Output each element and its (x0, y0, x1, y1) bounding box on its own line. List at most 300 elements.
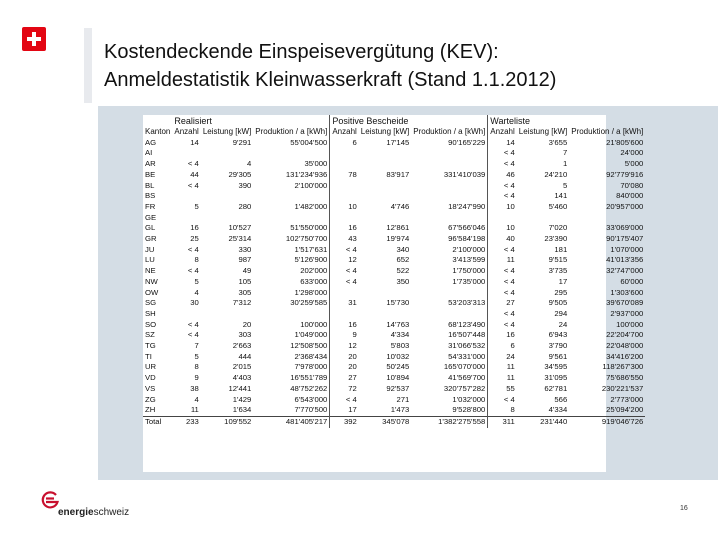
column-header: Produktion / a [kWh] (571, 127, 644, 136)
value-cell: 2'015 (232, 362, 252, 372)
value-cell: 7'020 (548, 223, 568, 233)
value-cell: 1'303'600 (610, 287, 644, 297)
value-cell (359, 309, 411, 320)
value-cell (411, 148, 488, 159)
total-value-cell: 1'382'275'558 (411, 416, 488, 427)
value-cell: 10 (488, 202, 517, 213)
value-cell: 350 (396, 276, 410, 286)
table-row (143, 384, 645, 395)
value-cell (330, 191, 359, 202)
value-cell: < 4 (488, 181, 517, 192)
table-row (143, 148, 645, 159)
value-cell: 230'221'537 (601, 383, 644, 393)
value-cell (172, 191, 200, 202)
logo-word-schweiz: schweiz (93, 507, 130, 518)
value-cell: 4'403 (232, 373, 252, 383)
value-cell: 9'561 (548, 351, 568, 361)
value-cell: 20'957'000 (606, 201, 644, 211)
value-cell: 22'204'700 (606, 330, 644, 340)
value-cell: 16 (190, 223, 199, 233)
value-cell: 4 (247, 159, 252, 169)
value-cell: 43 (330, 234, 359, 245)
value-cell (411, 288, 488, 299)
canton-cell: NW (145, 276, 158, 286)
value-cell: 165'070'000 (443, 362, 486, 372)
canton-cell: BS (145, 191, 156, 201)
value-cell: 5 (194, 276, 199, 286)
value-cell: 444 (238, 351, 252, 361)
table-body (143, 138, 645, 428)
value-cell: 90'165'229 (448, 137, 486, 147)
table-row (143, 352, 645, 363)
value-cell: < 4 (330, 395, 359, 406)
value-cell: 62'781 (544, 383, 568, 393)
value-cell: 390 (238, 180, 252, 190)
title-line-2: Anmeldestatistik Kleinwasserkraft (Stand 1.1.2012) (104, 69, 557, 91)
value-cell: 20 (242, 319, 252, 329)
value-cell (201, 213, 253, 224)
value-cell: 24 (558, 319, 568, 329)
value-cell: 23'390 (544, 234, 568, 244)
value-cell: 9'515 (548, 255, 568, 265)
canton-cell: AI (145, 148, 153, 158)
group-header-warteliste: Warteliste (488, 115, 645, 127)
value-cell: 16'507'448 (448, 330, 486, 340)
value-cell (253, 148, 330, 159)
value-cell: 83'917 (386, 169, 410, 179)
value-cell (201, 191, 253, 202)
value-cell: < 4 (187, 319, 199, 329)
swiss-coat-of-arms-icon (22, 27, 46, 51)
value-cell: 2'663 (232, 341, 252, 351)
value-cell: 3'790 (548, 341, 568, 351)
value-cell: 24'000 (620, 148, 644, 158)
value-cell: 5 (562, 180, 568, 190)
value-cell: 1'482'000 (294, 201, 328, 211)
value-cell: 34'595 (544, 362, 568, 372)
value-cell: 10 (488, 223, 517, 234)
table-row (143, 245, 645, 256)
value-cell: 25'314 (228, 234, 252, 244)
canton-cell: FR (145, 201, 156, 211)
value-cell: 31 (330, 298, 359, 309)
value-cell: 1'070'000 (610, 244, 644, 254)
canton-cell: GL (145, 223, 156, 233)
value-cell: 32'747'000 (606, 266, 644, 276)
total-value-cell: 481'405'217 (253, 416, 330, 427)
value-cell: 131'234'936 (285, 169, 328, 179)
value-cell: 17 (330, 405, 359, 416)
value-cell: < 4 (488, 159, 517, 170)
value-cell: 90'175'407 (606, 234, 644, 244)
column-header: Anzahl (174, 127, 199, 136)
value-cell: 27 (488, 298, 517, 309)
total-value-cell: 919'046'726 (569, 416, 645, 427)
table-row (143, 405, 645, 416)
value-cell: 14 (190, 137, 199, 147)
value-cell: 16'551'789 (290, 373, 328, 383)
value-cell: < 4 (488, 395, 517, 406)
value-cell: 12 (330, 341, 359, 352)
value-cell: 11 (488, 255, 517, 266)
value-cell: 8 (194, 362, 199, 372)
value-cell: 1'750'000 (452, 266, 486, 276)
canton-cell: SH (145, 308, 156, 318)
value-cell: 54'331'000 (448, 351, 486, 361)
table-row (143, 170, 645, 181)
value-cell: 41'013'356 (606, 255, 644, 265)
column-header: Leistung [kW] (202, 127, 252, 136)
value-cell: 1'298'000 (294, 287, 328, 297)
slide-title (104, 38, 704, 94)
value-cell (411, 181, 488, 192)
table-row (143, 191, 645, 202)
value-cell: 4'334 (548, 405, 568, 415)
column-header: Produktion / a [kWh] (413, 127, 486, 136)
value-cell: 7 (562, 148, 568, 158)
value-cell (172, 213, 200, 224)
column-header: Produktion / a [kWh] (255, 127, 328, 136)
value-cell: 102'750'700 (285, 234, 328, 244)
value-cell: 24 (488, 352, 517, 363)
logo-word-energie: energie (58, 507, 94, 518)
value-cell: 3'413'599 (452, 255, 486, 265)
value-cell: 78 (330, 170, 359, 181)
value-cell: 19'974 (386, 234, 410, 244)
value-cell (330, 309, 359, 320)
value-cell: 16 (488, 330, 517, 341)
value-cell: 7'312 (232, 298, 252, 308)
value-cell: 1'735'000 (452, 276, 486, 286)
value-cell: 340 (396, 244, 410, 254)
value-cell: 1'032'000 (452, 394, 486, 404)
value-cell: 53'203'313 (448, 298, 486, 308)
title-line-1: Kostendeckende Einspeisevergütung (KEV): (104, 41, 499, 63)
value-cell: 75'686'550 (606, 373, 644, 383)
total-value-cell: 231'440 (517, 416, 569, 427)
value-cell: 40 (488, 234, 517, 245)
table-row (143, 181, 645, 192)
value-cell: 31'095 (544, 373, 568, 383)
canton-cell: ZH (145, 405, 156, 415)
value-cell: 840'000 (616, 191, 644, 201)
value-cell (201, 309, 253, 320)
value-cell: 633'000 (300, 276, 328, 286)
value-cell: 96'584'198 (448, 234, 486, 244)
value-cell: 27 (330, 373, 359, 384)
value-cell: 9 (330, 330, 359, 341)
value-cell: 18'247'990 (448, 201, 486, 211)
value-cell: 41'569'700 (448, 373, 486, 383)
canton-cell: SZ (145, 330, 155, 340)
value-cell: 10'527 (228, 223, 252, 233)
table-row (143, 341, 645, 352)
value-cell: 34'416'200 (606, 351, 644, 361)
value-cell: 2'100'000 (294, 180, 328, 190)
column-header: Leistung [kW] (518, 127, 568, 136)
value-cell: 35'000 (304, 159, 328, 169)
value-cell: 20 (330, 352, 359, 363)
value-cell: 48'752'262 (290, 383, 328, 393)
value-cell (172, 148, 200, 159)
total-label: Total (143, 416, 172, 427)
table-row (143, 138, 645, 149)
value-cell: 15'730 (386, 298, 410, 308)
value-cell: 1'429 (232, 394, 252, 404)
group-header-realisiert: Realisiert (174, 116, 212, 126)
value-cell: 31'066'532 (448, 341, 486, 351)
value-cell: < 4 (187, 180, 199, 190)
value-cell: 295 (554, 287, 568, 297)
value-cell (253, 191, 330, 202)
column-header: Leistung [kW] (360, 127, 410, 136)
value-cell (253, 213, 330, 224)
value-cell (330, 159, 359, 170)
value-cell: 320'757'282 (443, 383, 486, 393)
table-row (143, 362, 645, 373)
value-cell: 7 (194, 341, 199, 351)
value-cell: 652 (396, 255, 410, 265)
statistics-table-image (143, 115, 644, 472)
canton-cell: BL (145, 180, 155, 190)
canton-cell: GE (145, 212, 157, 222)
total-row (143, 416, 645, 427)
value-cell: 16 (330, 223, 359, 234)
value-cell: 68'123'490 (448, 319, 486, 329)
value-cell: 9 (194, 373, 199, 383)
value-cell: < 4 (488, 191, 517, 202)
value-cell: 12'441 (228, 383, 252, 393)
value-cell: 4 (194, 394, 199, 404)
canton-cell: BE (145, 169, 156, 179)
value-cell: 33'069'000 (606, 223, 644, 233)
value-cell: < 4 (330, 245, 359, 256)
total-value-cell: 233 (172, 416, 200, 427)
table-row (143, 234, 645, 245)
value-cell: 30'259'585 (290, 298, 328, 308)
canton-cell: JU (145, 244, 155, 254)
value-cell: 4'334 (390, 330, 410, 340)
value-cell (201, 148, 253, 159)
value-cell: 11 (488, 373, 517, 384)
value-cell: 118'267'300 (602, 362, 644, 372)
value-cell: 55'004'500 (290, 137, 328, 147)
table-row (143, 320, 645, 331)
value-cell: 6'943 (548, 330, 568, 340)
value-cell: 38 (190, 383, 199, 393)
canton-cell: LU (145, 255, 155, 265)
table-row (143, 288, 645, 299)
value-cell: < 4 (330, 266, 359, 277)
value-cell: 202'000 (300, 266, 328, 276)
header-divider (84, 28, 92, 103)
value-cell: 2'368'434 (294, 351, 328, 361)
value-cell: 67'566'046 (448, 223, 486, 233)
value-cell: 72 (330, 384, 359, 395)
value-cell: 49 (242, 266, 252, 276)
value-cell (359, 159, 411, 170)
value-cell: 7'770'500 (294, 405, 328, 415)
table-row (143, 395, 645, 406)
value-cell: 30 (190, 298, 199, 308)
canton-cell: ZG (145, 394, 156, 404)
page-number: 16 (680, 505, 688, 512)
value-cell: 522 (396, 266, 410, 276)
value-cell (411, 159, 488, 170)
value-cell (253, 309, 330, 320)
total-value-cell: 311 (488, 416, 517, 427)
value-cell: 51'550'000 (290, 223, 328, 233)
value-cell: 566 (554, 394, 568, 404)
value-cell: 70'080 (620, 180, 644, 190)
value-cell: 2'100'000 (452, 244, 486, 254)
value-cell: 141 (554, 191, 568, 201)
value-cell: 12 (330, 255, 359, 266)
canton-cell: SO (145, 319, 157, 329)
value-cell: 5 (194, 201, 199, 211)
logo-text (58, 507, 129, 518)
table-row (143, 202, 645, 213)
value-cell: 46 (488, 170, 517, 181)
canton-cell: TG (145, 341, 156, 351)
value-cell: 12'861 (386, 223, 410, 233)
canton-cell: AG (145, 137, 157, 147)
value-cell: 14 (488, 138, 517, 149)
value-cell: 5'803 (390, 341, 410, 351)
value-cell (411, 191, 488, 202)
value-cell: 181 (554, 244, 568, 254)
value-cell: 5'126'900 (294, 255, 328, 265)
table-row (143, 159, 645, 170)
canton-cell: TI (145, 351, 152, 361)
value-cell: 9'528'800 (452, 405, 486, 415)
value-cell: 12'508'500 (290, 341, 328, 351)
value-cell (359, 213, 411, 224)
value-cell: 17'145 (386, 137, 410, 147)
value-cell: 24'210 (544, 169, 568, 179)
value-cell: 331'410'039 (443, 169, 486, 179)
canton-cell: VD (145, 373, 156, 383)
value-cell: 1'473 (390, 405, 410, 415)
value-cell: 1 (562, 159, 568, 169)
value-cell: 2'773'000 (610, 394, 644, 404)
column-header-row (143, 127, 645, 138)
value-cell: 22'048'000 (606, 341, 644, 351)
value-cell: 305 (238, 287, 252, 297)
total-value-cell: 109'552 (201, 416, 253, 427)
value-cell (330, 213, 359, 224)
value-cell: 55 (488, 384, 517, 395)
value-cell (330, 181, 359, 192)
value-cell: 3'735 (548, 266, 568, 276)
value-cell: 25 (190, 234, 199, 244)
value-cell: 271 (396, 394, 410, 404)
value-cell: 25'094'200 (606, 405, 644, 415)
value-cell (359, 148, 411, 159)
value-cell: < 4 (488, 148, 517, 159)
statistics-table (143, 115, 645, 428)
value-cell: 20 (330, 362, 359, 373)
energieschweiz-logo-icon (40, 490, 60, 510)
value-cell (359, 181, 411, 192)
value-cell (359, 191, 411, 202)
value-cell: 6 (330, 138, 359, 149)
value-cell: 14'763 (386, 319, 410, 329)
value-cell (488, 213, 517, 224)
value-cell: 10'032 (386, 351, 410, 361)
value-cell: 5 (194, 351, 199, 361)
value-cell (359, 288, 411, 299)
table-row (143, 330, 645, 341)
total-value-cell: 392 (330, 416, 359, 427)
column-header: Anzahl (488, 127, 517, 138)
group-header-positive-bescheide: Positive Bescheide (330, 115, 488, 127)
value-cell: 303 (238, 330, 252, 340)
value-cell: 2'937'000 (610, 308, 644, 318)
value-cell: < 4 (187, 330, 199, 340)
value-cell: 100'000 (616, 319, 644, 329)
value-cell: 10'894 (386, 373, 410, 383)
value-cell: 11 (190, 405, 199, 415)
value-cell: < 4 (488, 309, 517, 320)
value-cell: 10 (330, 202, 359, 213)
canton-cell: AR (145, 159, 156, 169)
value-cell (569, 213, 645, 224)
value-cell (330, 288, 359, 299)
value-cell (517, 213, 569, 224)
table-row (143, 213, 645, 224)
value-cell: 294 (554, 308, 568, 318)
value-cell: 17 (558, 276, 568, 286)
value-cell: 100'000 (300, 319, 328, 329)
value-cell: 330 (238, 244, 252, 254)
value-cell: 60'000 (620, 276, 644, 286)
group-header-blank (143, 115, 172, 127)
value-cell: 5'460 (548, 201, 568, 211)
value-cell: 92'779'916 (606, 169, 644, 179)
table-row (143, 309, 645, 320)
value-cell: 92'537 (386, 383, 410, 393)
value-cell: 29'305 (228, 169, 252, 179)
value-cell: < 4 (488, 245, 517, 256)
value-cell (330, 148, 359, 159)
value-cell: < 4 (488, 277, 517, 288)
table-row (143, 223, 645, 234)
value-cell: 3'655 (548, 137, 568, 147)
canton-cell: VS (145, 383, 156, 393)
total-value-cell: 345'078 (359, 416, 411, 427)
value-cell: 4 (194, 287, 199, 297)
value-cell: 6'543'000 (294, 394, 328, 404)
value-cell: 1'517'631 (294, 244, 328, 254)
value-cell: 21'805'600 (606, 137, 644, 147)
canton-cell: UR (145, 362, 157, 372)
canton-cell: GR (145, 234, 157, 244)
table-row (143, 266, 645, 277)
value-cell: < 4 (488, 320, 517, 331)
value-cell (411, 213, 488, 224)
canton-cell: SG (145, 298, 157, 308)
value-cell: < 4 (488, 266, 517, 277)
energieschweiz-logo (40, 490, 160, 520)
value-cell: 11 (488, 362, 517, 373)
value-cell: 50'245 (386, 362, 410, 372)
value-cell: < 4 (187, 266, 199, 276)
value-cell: 9'505 (548, 298, 568, 308)
value-cell (411, 309, 488, 320)
table-row (143, 255, 645, 266)
value-cell: 4'746 (390, 201, 410, 211)
